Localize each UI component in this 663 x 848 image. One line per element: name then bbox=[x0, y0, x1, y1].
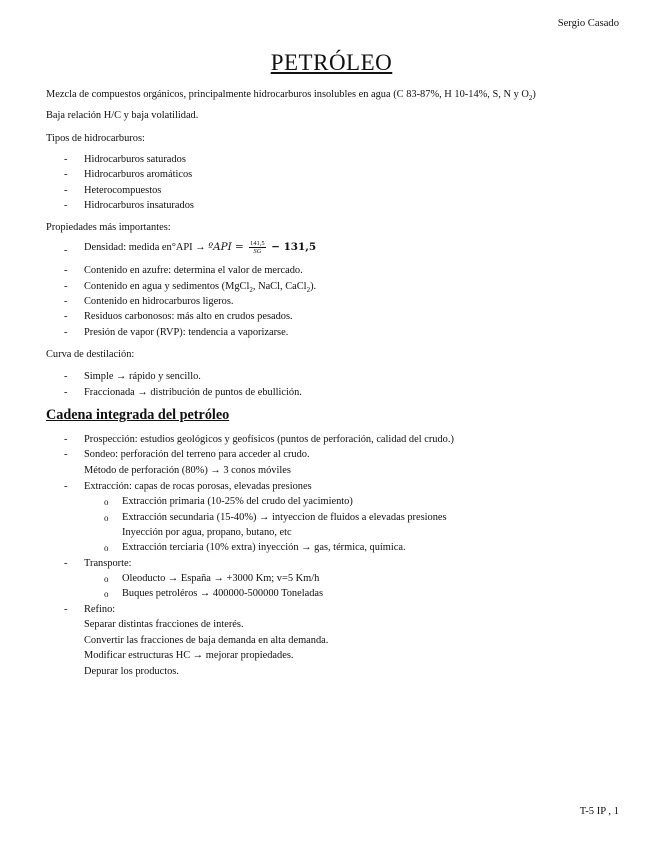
list-item: Hidrocarburos saturados bbox=[84, 154, 186, 165]
api-fraction: $\frac{141,5}{SG}$ bbox=[250, 240, 265, 255]
list-dash: - bbox=[64, 200, 68, 211]
list-item-continuation: Método de perforación (80%) → 3 conos móviles bbox=[84, 465, 291, 476]
list-item-agua: Contenido en agua y sedimentos (MgCl$_2$, NaCl, CaCl$_2$). bbox=[84, 281, 317, 295]
list-dash: - bbox=[64, 154, 68, 165]
refino-line: Depurar los productos. bbox=[84, 666, 179, 677]
list-item: Heterocompuestos bbox=[84, 185, 162, 196]
list-item-densidad: Densidad: medida en°API → ºAPI = $\frac{141,5}{SG}$ − 131,5 bbox=[84, 240, 317, 255]
intro-line-1: Mezcla de compuestos orgánicos, principalmente hidrocarburos insolubles en agua (C 83-87%, H 10-14%, S, N y $O_2$) bbox=[46, 89, 536, 103]
intro-line-2: Baja relación H/C y baja volatilidad. bbox=[46, 110, 199, 121]
list-item: Fraccionada → distribución de puntos de ebullición. bbox=[84, 387, 302, 398]
list-item: Presión de vapor (RVP): tendencia a vaporizarse. bbox=[84, 327, 289, 338]
sub-bullet: o bbox=[104, 543, 109, 553]
sub-list-item: Extracción terciaria (10% extra) inyección → gas, térmica, química. bbox=[122, 542, 406, 553]
list-dash: - bbox=[64, 296, 68, 307]
list-dash: - bbox=[64, 449, 68, 460]
list-item: Contenido en azufre: determina el valor de mercado. bbox=[84, 265, 303, 276]
list-item: Simple → rápido y sencillo. bbox=[84, 371, 201, 382]
list-dash: - bbox=[64, 558, 68, 569]
list-item: Refino: bbox=[84, 604, 116, 615]
sub-bullet: o bbox=[104, 589, 109, 599]
sub-list-item: Extracción secundaria (15-40%) → intyeccion de fluidos a elevadas presiones bbox=[122, 512, 447, 523]
propiedades-heading: Propiedades más importantes: bbox=[46, 222, 171, 233]
list-item: Sondeo: perforación del terreno para acceder al crudo. bbox=[84, 449, 310, 460]
list-item: Contenido en hidrocarburos ligeros. bbox=[84, 296, 234, 307]
list-dash: - bbox=[64, 371, 68, 382]
list-dash: - bbox=[64, 481, 68, 492]
list-item: Transporte: bbox=[84, 558, 132, 569]
sub-list-item-continuation: Inyección por agua, propano, butano, etc bbox=[122, 527, 292, 538]
list-dash: - bbox=[64, 281, 68, 292]
refino-line: Convertir las fracciones de baja demanda en alta demanda. bbox=[84, 635, 329, 646]
list-dash: - bbox=[64, 169, 68, 180]
list-dash: - bbox=[64, 434, 68, 445]
author-name: Sergio Casado bbox=[557, 18, 619, 29]
curva-heading: Curva de destilación: bbox=[46, 349, 135, 360]
list-dash: - bbox=[64, 604, 68, 615]
tipos-heading: Tipos de hidrocarburos: bbox=[46, 133, 145, 144]
page-number: T-5 IP , 1 bbox=[579, 806, 619, 817]
list-dash: - bbox=[64, 185, 68, 196]
sub-list-item: Oleoducto → España → +3000 Km; v=5 Km/h bbox=[122, 573, 320, 584]
list-dash: - bbox=[64, 387, 68, 398]
list-item: Hidrocarburos insaturados bbox=[84, 200, 194, 211]
sub-list-item: Extracción primaria (10-25% del crudo del yacimiento) bbox=[122, 496, 353, 507]
list-dash: - bbox=[64, 327, 68, 338]
list-item: Prospección: estudios geológicos y geofísicos (puntos de perforación, calidad del crudo.) bbox=[84, 434, 454, 445]
list-dash: - bbox=[64, 311, 68, 322]
refino-line: Modificar estructuras HC → mejorar propiedades. bbox=[84, 650, 294, 661]
sub-bullet: o bbox=[104, 513, 109, 523]
list-item: Hidrocarburos aromáticos bbox=[84, 169, 193, 180]
api-formula: ºAPI = bbox=[208, 240, 248, 253]
list-item: Residuos carbonosos: más alto en crudos pesados. bbox=[84, 311, 293, 322]
cadena-heading: Cadena integrada del petróleo bbox=[46, 407, 230, 423]
list-dash: - bbox=[64, 245, 68, 256]
list-dash: - bbox=[64, 265, 68, 276]
refino-line: Separar distintas fracciones de interés. bbox=[84, 619, 244, 630]
sub-bullet: o bbox=[104, 574, 109, 584]
list-item: Extracción: capas de rocas porosas, elevadas presiones bbox=[84, 481, 312, 492]
page-title: PETRÓLEO bbox=[270, 50, 393, 75]
sub-list-item: Buques petroléros → 400000-500000 Toneladas bbox=[122, 588, 324, 599]
sub-bullet: o bbox=[104, 497, 109, 507]
